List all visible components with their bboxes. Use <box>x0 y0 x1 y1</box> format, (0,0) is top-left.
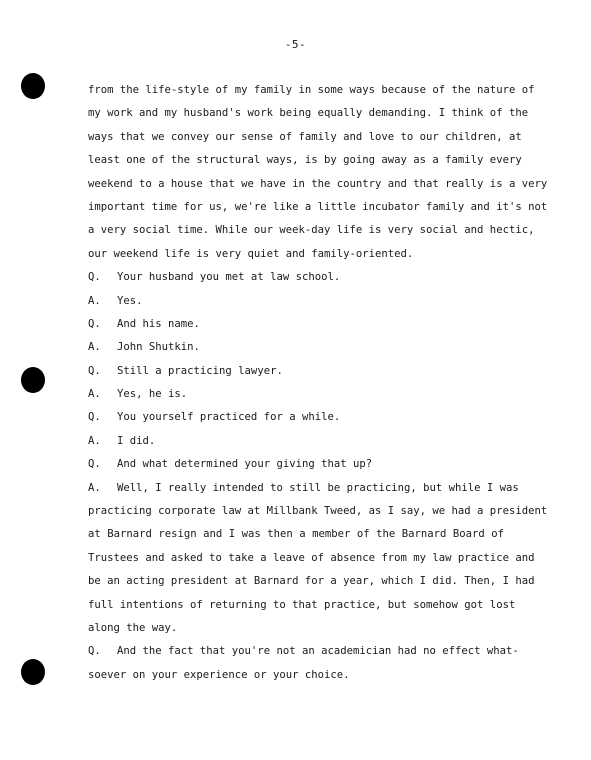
exchange-line <box>88 383 504 406</box>
answer-line: practicing corporate law at Millbank Tweed, as I say, we had a president <box>88 505 548 518</box>
binder-hole-top <box>21 73 45 99</box>
speaker-tag: A. <box>88 434 101 447</box>
speaker-tag: A. <box>88 388 101 401</box>
exchange-text: John Shutkin. <box>117 341 200 354</box>
speaker-tag: A. <box>88 341 101 354</box>
exchange-text: And what determined your giving that up? <box>117 458 373 471</box>
answer-line: be an acting president at Barnard for a year, which I did. Then, I had <box>88 575 535 588</box>
exchange-text: I did. <box>117 434 156 447</box>
paragraph-line: weekend to a house that we have in the country and that really is a very <box>88 177 548 190</box>
exchange-text: Yes, he is. <box>117 388 188 401</box>
page-number: -5- <box>284 38 307 51</box>
paragraph-line: from the life-style of my family in some ways because of the nature of <box>88 84 535 96</box>
question-line: soever on your experience or your choice. <box>88 668 350 681</box>
exchange-line <box>88 290 504 313</box>
exchange-line <box>88 313 504 336</box>
answer-text: Well, I really intended to still be practicing, but while I was <box>117 481 519 494</box>
speaker-tag: Q. <box>88 645 101 658</box>
exchange-line <box>88 430 504 453</box>
exchange-line <box>88 336 504 359</box>
exchange-text: Your husband you met at law school. <box>117 271 341 284</box>
paragraph-line: my work and my husband's work being equally demanding. I think of the <box>88 107 529 120</box>
paragraph-line: our weekend life is very quiet and family-oriented. <box>88 247 414 260</box>
paragraph-line: least one of the structural ways, is by going away as a family every <box>88 154 522 167</box>
paragraph-line: ways that we convey our sense of family and love to our children, at <box>88 130 522 143</box>
speaker-tag: Q. <box>88 411 101 424</box>
speaker-tag: Q. <box>88 317 101 330</box>
binder-hole-bottom <box>21 659 45 685</box>
speaker-tag: Q. <box>88 458 101 471</box>
binder-hole-middle <box>21 367 45 393</box>
paragraph-line: important time for us, we're like a little incubator family and it's not <box>88 200 548 213</box>
exchange-text: You yourself practiced for a while. <box>117 411 341 424</box>
speaker-tag: Q. <box>88 364 101 377</box>
answer-line: at Barnard resign and I was then a member of the Barnard Board of <box>88 528 504 541</box>
answer-line: Trustees and asked to take a leave of absence from my law practice and <box>88 551 535 564</box>
exchange-line <box>88 360 504 383</box>
question-text: And the fact that you're not an academician had no effect what- <box>117 645 519 658</box>
paragraph-line: a very social time. While our week-day life is very social and hectic, <box>88 224 535 237</box>
question-first-line <box>88 640 519 663</box>
answer-line: along the way. <box>88 621 178 634</box>
exchange-text: Yes. <box>117 294 143 307</box>
exchange-line <box>88 453 504 476</box>
exchange-text: And his name. <box>117 317 200 330</box>
exchange-line <box>88 406 504 429</box>
exchange-text: Still a practicing lawyer. <box>117 364 283 377</box>
transcript-body <box>88 79 548 687</box>
exchange-line <box>88 266 504 289</box>
answer-first-line <box>88 477 519 500</box>
speaker-tag: A. <box>88 294 101 307</box>
speaker-tag: Q. <box>88 271 101 284</box>
speaker-tag: A. <box>88 481 101 494</box>
answer-line: full intentions of returning to that practice, but somehow got lost <box>88 598 516 611</box>
